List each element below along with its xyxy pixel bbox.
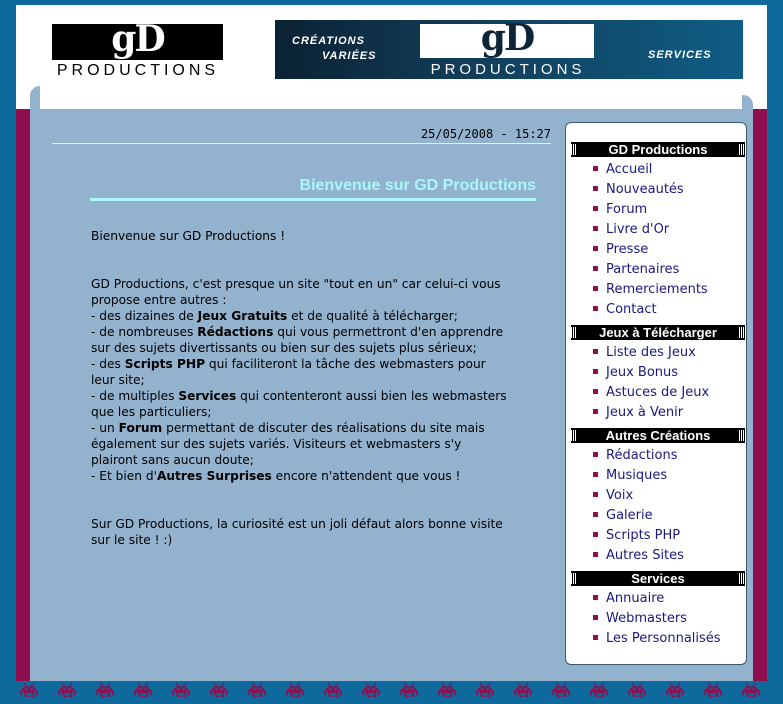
feature-line-suffix: qui faciliteront la tâche des webmasters pour leur site; xyxy=(91,357,486,387)
space-invader-icon xyxy=(324,683,342,697)
bullet-icon xyxy=(593,552,598,557)
menu-link-label: Nouveautés xyxy=(606,182,684,197)
feature-line-highlight: Forum xyxy=(118,421,163,435)
menu-link[interactable] xyxy=(593,222,669,238)
menu-link-label: Partenaires xyxy=(606,262,680,277)
header-corner-left xyxy=(30,86,40,109)
banner-logo-subtitle: PRODUCTIONS xyxy=(430,61,586,78)
feature-line-prefix: - Et bien d' xyxy=(91,469,157,483)
space-invader-icon xyxy=(552,683,570,697)
bullet-icon xyxy=(593,166,598,171)
menu-link[interactable] xyxy=(593,385,709,401)
menu-link[interactable] xyxy=(593,405,683,421)
bullet-icon xyxy=(593,389,598,394)
menu-link-label: Remerciements xyxy=(606,282,708,297)
feature-line-prefix: - un xyxy=(91,421,119,435)
feature-line xyxy=(91,324,511,356)
space-invader-icon xyxy=(742,683,760,697)
menu-section-header: Autres Créations xyxy=(571,428,745,443)
bullet-icon xyxy=(593,349,598,354)
welcome-closing: Sur GD Productions, la curiosité est un joli défaut alors bonne visite sur le site ! :) xyxy=(91,517,503,547)
space-invader-icon xyxy=(438,683,456,697)
menu-link[interactable] xyxy=(593,162,652,178)
menu-link[interactable] xyxy=(593,488,633,504)
banner-logo: gD xyxy=(480,17,534,59)
bullet-icon xyxy=(593,286,598,291)
current-datetime: 25/05/2008 - 15:27 xyxy=(420,127,551,141)
menu-link-label: Webmasters xyxy=(606,611,687,626)
footer-decoration xyxy=(16,683,767,701)
feature-line-suffix: permettant de discuter des réalisations du site mais également sur des sujets variés. Visiteurs et webmasters s'y plairont sans aucun doute; xyxy=(91,421,485,467)
menu-section-header: Services xyxy=(571,571,745,586)
menu-link-label: Jeux Bonus xyxy=(606,365,679,380)
space-invader-icon xyxy=(666,683,684,697)
space-invader-icon xyxy=(400,683,418,697)
bullet-icon xyxy=(593,186,598,191)
feature-line-highlight: Rédactions xyxy=(197,325,274,339)
menu-link[interactable] xyxy=(593,242,648,258)
menu-link-label: Les Personnalisés xyxy=(606,631,721,646)
space-invader-icon xyxy=(96,683,114,697)
menu-link[interactable] xyxy=(593,611,687,627)
menu-link[interactable] xyxy=(593,365,678,381)
space-invader-icon xyxy=(248,683,266,697)
space-invader-icon xyxy=(704,683,722,697)
feature-line-highlight: Jeux Gratuits xyxy=(197,309,288,323)
feature-line xyxy=(91,308,511,324)
bullet-icon xyxy=(593,452,598,457)
bullet-icon xyxy=(593,492,598,497)
menu-link-label: Contact xyxy=(606,302,657,317)
space-invader-icon xyxy=(58,683,76,697)
menu-link-label: Voix xyxy=(606,488,634,503)
menu-link-label: Presse xyxy=(606,242,649,257)
bullet-icon xyxy=(593,532,598,537)
welcome-text xyxy=(91,228,511,548)
bullet-icon xyxy=(593,512,598,517)
space-invader-icon xyxy=(628,683,646,697)
bullet-icon xyxy=(593,369,598,374)
banner-text-services: SERVICES xyxy=(648,49,712,61)
bullet-icon xyxy=(593,635,598,640)
feature-line-suffix: encore n'attendent que vous ! xyxy=(271,469,461,483)
space-invader-icon xyxy=(210,683,228,697)
right-border-strip xyxy=(753,95,767,681)
menu-link[interactable] xyxy=(593,202,647,218)
feature-line-prefix: - des dizaines de xyxy=(91,309,198,323)
feature-list xyxy=(91,308,511,484)
feature-line xyxy=(91,468,511,484)
space-invader-icon xyxy=(172,683,190,697)
bullet-icon xyxy=(593,472,598,477)
feature-line-suffix: et de qualité à télécharger; xyxy=(287,309,458,323)
menu-link[interactable] xyxy=(593,448,678,464)
menu-link-label: Livre d'Or xyxy=(606,222,670,237)
feature-line xyxy=(91,420,511,468)
menu-link[interactable] xyxy=(593,182,684,198)
menu-link-label: Forum xyxy=(606,202,648,217)
bullet-icon xyxy=(593,266,598,271)
menu-link[interactable] xyxy=(593,508,653,524)
menu-link-label: Liste des Jeux xyxy=(606,345,696,360)
menu-link[interactable] xyxy=(593,262,679,278)
bullet-icon xyxy=(593,595,598,600)
menu-link-label: Jeux à Venir xyxy=(606,405,684,420)
menu-link[interactable] xyxy=(593,591,664,607)
menu-link-label: Annuaire xyxy=(606,591,665,606)
menu-link-label: Galerie xyxy=(606,508,653,523)
space-invader-icon xyxy=(476,683,494,697)
menu-section-header: Jeux à Télécharger xyxy=(571,325,745,340)
feature-line-highlight: Services xyxy=(178,389,237,403)
feature-line-prefix: - de multiples xyxy=(91,389,179,403)
menu-section-header: GD Productions xyxy=(571,142,745,157)
menu-link-label: Autres Sites xyxy=(606,548,684,563)
left-border-strip xyxy=(16,86,30,681)
bullet-icon xyxy=(593,615,598,620)
menu-link[interactable] xyxy=(593,345,696,361)
space-invader-icon xyxy=(590,683,608,697)
feature-line xyxy=(91,356,511,388)
title-underline xyxy=(90,198,536,201)
page-title: Bienvenue sur GD Productions xyxy=(299,177,536,194)
banner-text-variees: VARIÉES xyxy=(322,50,377,62)
date-divider xyxy=(52,143,551,144)
feature-line xyxy=(91,388,511,420)
banner-text-creations: CRÉATIONS xyxy=(292,35,365,47)
welcome-paragraph: GD Productions, c'est presque un site "tout en un" car celui-ci vous propose entre autres : xyxy=(91,277,501,307)
menu-link-label: Musiques xyxy=(606,468,668,483)
space-invader-icon xyxy=(286,683,304,697)
space-invader-icon xyxy=(20,683,38,697)
bullet-icon xyxy=(593,306,598,311)
site-logo-subtitle: PRODUCTIONS xyxy=(56,62,220,79)
feature-line-suffix: qui contenteront aussi bien les webmasters que les particuliers; xyxy=(91,389,507,419)
bullet-icon xyxy=(593,246,598,251)
bullet-icon xyxy=(593,226,598,231)
menu-link[interactable] xyxy=(593,302,657,318)
bullet-icon xyxy=(593,206,598,211)
menu-link-label: Rédactions xyxy=(606,448,678,463)
menu-link[interactable] xyxy=(593,631,721,647)
menu-link-label: Accueil xyxy=(606,162,653,177)
feature-line-highlight: Scripts PHP xyxy=(124,357,206,371)
menu-link[interactable] xyxy=(593,468,667,484)
space-invader-icon xyxy=(134,683,152,697)
site-logo[interactable]: gD xyxy=(111,18,164,60)
menu-link-label: Scripts PHP xyxy=(606,528,681,543)
feature-line-highlight: Autres Surprises xyxy=(156,469,272,483)
menu-link[interactable] xyxy=(593,528,680,544)
space-invader-icon xyxy=(514,683,532,697)
feature-line-prefix: - des xyxy=(91,357,125,371)
bullet-icon xyxy=(593,409,598,414)
welcome-intro: Bienvenue sur GD Productions ! xyxy=(91,229,286,243)
space-invader-icon xyxy=(362,683,380,697)
menu-link-label: Astuces de Jeux xyxy=(606,385,710,400)
menu-link[interactable] xyxy=(593,282,708,298)
feature-line-prefix: - de nombreuses xyxy=(91,325,198,339)
feature-line-suffix: qui vous permettront d'en apprendre sur des sujets divertissants ou bien sur des sujets plus sérieux; xyxy=(91,325,504,355)
menu-link[interactable] xyxy=(593,548,684,564)
